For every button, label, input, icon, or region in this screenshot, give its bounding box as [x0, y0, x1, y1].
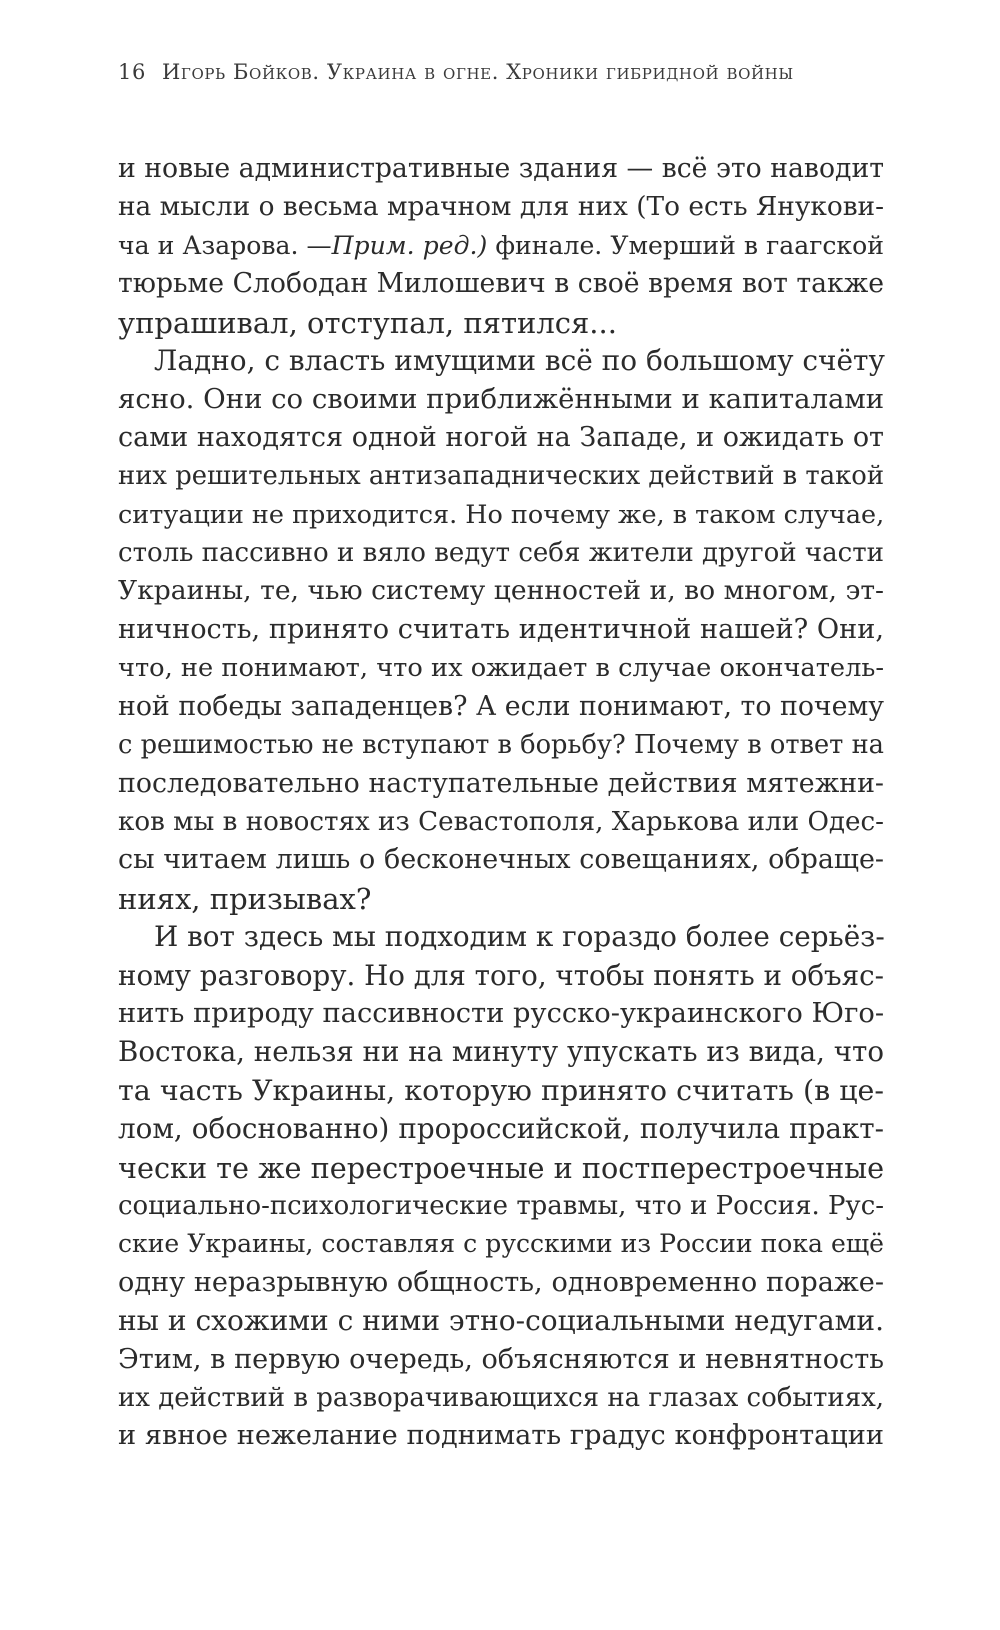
text-line: лом, обоснованно) пророссийской, получила практ-	[118, 1112, 884, 1146]
text-line: И вот здесь мы подходим к гораздо более серьёз-	[154, 920, 885, 954]
text-line: та часть Украины, которую принято считать (в це-	[118, 1073, 884, 1107]
text-line: ясно. Они со своими приближёнными и капиталами	[118, 383, 885, 416]
text-line: одну неразрывную общность, одновременно пораже-	[118, 1266, 884, 1298]
text-line: и явное нежелание поднимать градус конфронтации	[118, 1420, 884, 1452]
paragraph-2	[118, 342, 884, 918]
text-line: Ладно, с власть имущими всё по большому счёту	[154, 344, 885, 378]
text-line: ному разговору. Но для того, чтобы понять и объяс-	[118, 958, 884, 992]
running-head	[118, 60, 884, 108]
text-line: ситуации не приходится. Но почему же, в таком случае,	[118, 499, 885, 530]
text-line: последовательно наступательные действия мятежни-	[118, 767, 884, 799]
editor-note: Прим. ред.)	[331, 230, 488, 260]
text-line: ниях, призывах?	[118, 881, 372, 916]
text-line: тюрьме Слободан Милошевич в своё время вот также	[118, 268, 884, 300]
text-line: ничность, принято считать идентичной нашей? Они,	[118, 613, 884, 645]
text-line: ков мы в новостях из Севастополя, Харькова или Одес-	[118, 806, 884, 837]
text-line: Востока, нельзя ни на минуту упускать из вида, что	[118, 1035, 884, 1069]
text-line: и новые административные здания — всё это наводит	[118, 153, 884, 184]
text-line: социально-психологические травмы, что и Россия. Рус-	[118, 1190, 884, 1221]
text-fragment: ча и Азарова. —	[118, 230, 332, 260]
paragraph-1	[118, 150, 884, 342]
text-line: ны и схожими с ними этно-социальными недугами.	[118, 1304, 884, 1338]
text-fragment: финале. Умерший в гаагской	[495, 230, 884, 260]
text-line: упрашивал, отступал, пятился...	[118, 305, 617, 340]
text-line: Украины, те, чью систему ценностей и, во многом, эт-	[118, 575, 884, 607]
text-line: сами находятся одной ногой на Западе, и ожидать от	[118, 421, 884, 453]
page-number: 16	[118, 60, 146, 84]
text-line: ной победы западенцев? А если понимают, то почему	[118, 690, 884, 722]
text-line: с решимостью не вступают в борьбу? Почему в ответ на	[118, 730, 884, 761]
text-line: их действий в разворачивающихся на глазах событиях,	[118, 1383, 884, 1413]
text-line: чески те же перестроечные и постперестроечные	[118, 1150, 885, 1185]
paragraph-3	[118, 918, 884, 1456]
text-line: ские Украины, составляя с русскими из России пока ещё	[118, 1229, 884, 1259]
text-line: них решительных антизападнических действий в такой	[118, 461, 885, 492]
text-line: Этим, в первую очередь, объясняются и невнятность	[118, 1343, 884, 1375]
text-line: сы читаем лишь о бесконечных совещаниях, обраще-	[118, 844, 884, 876]
text-line: на мысли о весьма мрачном для них (То есть Янукови-	[118, 192, 884, 223]
book-page	[118, 60, 884, 1456]
running-title: Игорь Бойков. Украина в огне. Хроники гибридной войны	[162, 60, 794, 84]
text-line: что, не понимают, что их ожидает в случае окончатель-	[118, 653, 884, 684]
text-line: нить природу пассивности русско-украинского Юго-	[118, 997, 885, 1029]
text-line: столь пассивно и вяло ведут себя жители другой части	[118, 538, 884, 569]
body-text	[118, 150, 884, 1456]
text-line	[118, 227, 884, 265]
